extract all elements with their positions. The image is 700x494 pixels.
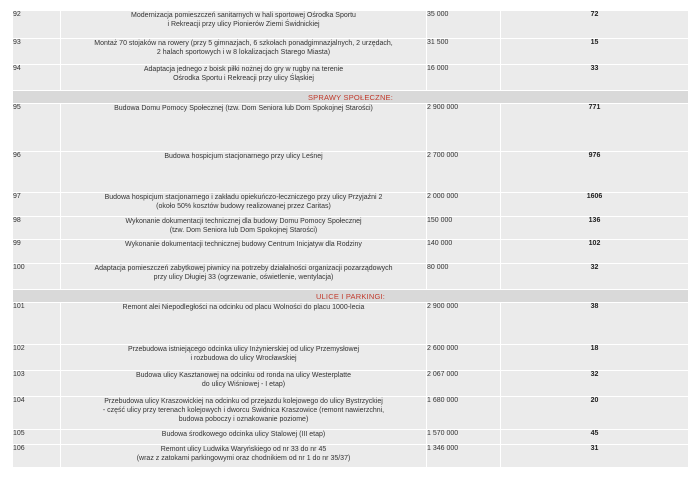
section-header-social xyxy=(13,91,689,104)
project-votes: 771 xyxy=(501,104,689,152)
project-number: 94 xyxy=(13,65,61,91)
project-votes: 102 xyxy=(501,240,689,264)
project-number: 92 xyxy=(13,11,61,39)
project-cost: 2 600 000 xyxy=(427,345,501,371)
project-number: 99 xyxy=(13,240,61,264)
project-description: Budowa hospicjum stacjonarnego przy ulicy Leśnej xyxy=(61,152,427,193)
table-row xyxy=(13,264,689,290)
table-row xyxy=(13,217,689,240)
project-number: 102 xyxy=(13,345,61,371)
section-title: ULICE I PARKINGI: xyxy=(13,290,689,303)
project-votes: 45 xyxy=(501,430,689,445)
table-row xyxy=(13,430,689,445)
project-cost: 1 680 000 xyxy=(427,397,501,430)
project-votes: 976 xyxy=(501,152,689,193)
project-votes: 72 xyxy=(501,11,689,39)
project-cost: 2 000 000 xyxy=(427,193,501,217)
project-votes: 32 xyxy=(501,371,689,397)
project-cost: 35 000 xyxy=(427,11,501,39)
table-row xyxy=(13,371,689,397)
project-votes: 15 xyxy=(501,39,689,65)
project-description: Montaż 70 stojaków na rowery (przy 5 gimnazjach, 6 szkołach ponadgimnazjalnych, 2 urzędach, 2 halach sportowych i w 8 lokalizacjach Starego Miasta) xyxy=(61,39,427,65)
project-cost: 31 500 xyxy=(427,39,501,65)
project-description: Budowa środkowego odcinka ulicy Stalowej (III etap) xyxy=(61,430,427,445)
project-votes: 136 xyxy=(501,217,689,240)
project-description: Wykonanie dokumentacji technicznej budowy Centrum Inicjatyw dla Rodziny xyxy=(61,240,427,264)
table-row xyxy=(13,65,689,91)
project-cost: 16 000 xyxy=(427,65,501,91)
project-number: 101 xyxy=(13,303,61,345)
budget-projects-table xyxy=(12,10,689,468)
project-number: 95 xyxy=(13,104,61,152)
project-cost: 1 570 000 xyxy=(427,430,501,445)
project-cost: 2 900 000 xyxy=(427,104,501,152)
section-title: SPRAWY SPOŁECZNE: xyxy=(13,91,689,104)
project-cost: 140 000 xyxy=(427,240,501,264)
project-votes: 18 xyxy=(501,345,689,371)
project-votes: 31 xyxy=(501,445,689,468)
project-cost: 150 000 xyxy=(427,217,501,240)
project-description: Remont ulicy Ludwika Waryńskiego od nr 33 do nr 45 (wraz z zatokami parkingowymi oraz chodnikiem od nr 1 do nr 35/37) xyxy=(61,445,427,468)
project-votes: 1606 xyxy=(501,193,689,217)
project-cost: 2 900 000 xyxy=(427,303,501,345)
project-description: Przebudowa ulicy Kraszowickiej na odcinku od przejazdu kolejowego do ulicy Bystrzyckiej - część ulicy przy terenach kolejowych i dworcu Świdnica Kraszowice (remont nawierzchni, budowa poboczy i oznakowanie poziome) xyxy=(61,397,427,430)
project-description: Adaptacja pomieszczeń zabytkowej piwnicy na potrzeby działalności organizacji pozarządowych przy ulicy Długiej 33 (ogrzewanie, oświetlenie, wentylacja) xyxy=(61,264,427,290)
project-number: 100 xyxy=(13,264,61,290)
project-number: 93 xyxy=(13,39,61,65)
project-description: Modernizacja pomieszczeń sanitarnych w hali sportowej Ośrodka Sportu i Rekreacji przy ulicy Pionierów Ziemi Świdnickiej xyxy=(61,11,427,39)
table-row xyxy=(13,104,689,152)
project-description: Adaptacja jednego z boisk piłki nożnej do gry w rugby na terenie Ośrodka Sportu i Rekreacji przy ulicy Śląskiej xyxy=(61,65,427,91)
table-row xyxy=(13,445,689,468)
table-row xyxy=(13,397,689,430)
project-number: 97 xyxy=(13,193,61,217)
project-description: Budowa ulicy Kasztanowej na odcinku od ronda na ulicy Westerplatte do ulicy Wiśniowej - I etap) xyxy=(61,371,427,397)
table-row xyxy=(13,152,689,193)
table-row xyxy=(13,240,689,264)
project-number: 98 xyxy=(13,217,61,240)
project-number: 106 xyxy=(13,445,61,468)
table-row xyxy=(13,193,689,217)
project-votes: 32 xyxy=(501,264,689,290)
project-cost: 1 346 000 xyxy=(427,445,501,468)
project-votes: 38 xyxy=(501,303,689,345)
project-number: 103 xyxy=(13,371,61,397)
table-row xyxy=(13,345,689,371)
project-number: 96 xyxy=(13,152,61,193)
project-cost: 80 000 xyxy=(427,264,501,290)
table-row xyxy=(13,11,689,39)
project-description: Remont alei Niepodległości na odcinku od placu Wolności do placu 1000-lecia xyxy=(61,303,427,345)
table-row xyxy=(13,39,689,65)
project-description: Przebudowa istniejącego odcinka ulicy Inżynierskiej od ulicy Przemysłowej i rozbudowa do ulicy Wrocławskiej xyxy=(61,345,427,371)
table-row xyxy=(13,303,689,345)
project-number: 105 xyxy=(13,430,61,445)
project-description: Budowa hospicjum stacjonarnego i zakładu opiekuńczo-leczniczego przy ulicy Przyjaźni 2 (około 50% kosztów budowy realizowanej przez Caritas) xyxy=(61,193,427,217)
section-header-streets xyxy=(13,290,689,303)
project-cost: 2 700 000 xyxy=(427,152,501,193)
project-votes: 20 xyxy=(501,397,689,430)
project-votes: 33 xyxy=(501,65,689,91)
project-description: Wykonanie dokumentacji technicznej dla budowy Domu Pomocy Społecznej (tzw. Dom Seniora lub Dom Spokojnej Starości) xyxy=(61,217,427,240)
project-number: 104 xyxy=(13,397,61,430)
project-description: Budowa Domu Pomocy Społecznej (tzw. Dom Seniora lub Dom Spokojnej Starości) xyxy=(61,104,427,152)
project-cost: 2 067 000 xyxy=(427,371,501,397)
